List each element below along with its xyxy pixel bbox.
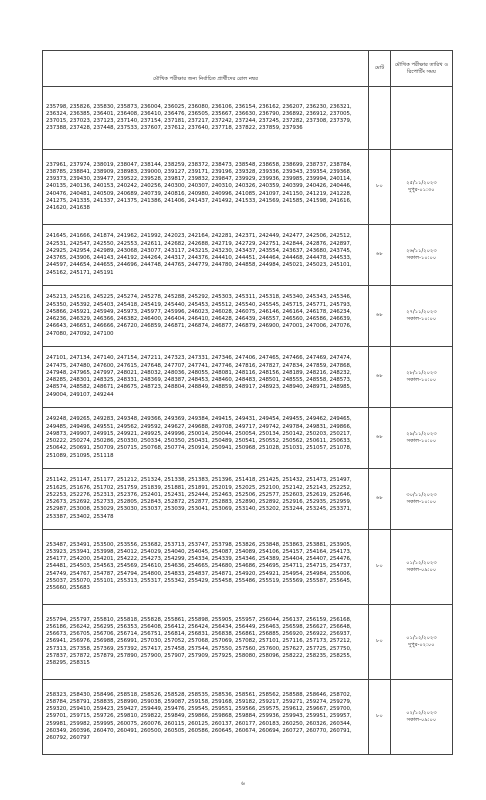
row-schedule (391, 605, 453, 680)
row-total: ৮০ (369, 530, 391, 605)
table-row (43, 530, 453, 605)
row-total: ৮০ (369, 680, 391, 755)
roll-list: 258323, 258430, 258496, 258518, 258526, 258528, 258535, 258536, 258561, 258562, 258588, 258646, 258702, 258784, 258791, 258835, 258990, 259038, 259087, 259158, 259168, 259182, 259217, 259271, 259274, 259279, 259320, 259410, 259423, 259427, 259449, 259476, 259545, 259551, 259566, 259575, 259612, 259667, 259700, 259701, 259715, 259726, 259810, 259822, 259849, 259866, 259868, 259884, 259936, 259943, 259951, 259957, 259981, 259982, 259995, 260075, 260076, 260115, 260125, 260137, 260177, 260183, 260250, 260326, 260344, 260349, 260396, 260470, 260491, 260500, 260505, 260586, 260645, 260674, 260694, 260727, 260770, 260791, 260792, 260797 (43, 680, 369, 755)
page-number: ৬ (241, 780, 245, 787)
table-row (43, 225, 453, 286)
roll-list: 255794, 255797, 255810, 255818, 255828, 255861, 255898, 255905, 255957, 256044, 256137, 256159, 256168, 256186, 256242, 256295, 256353, 256408, 256412, 256424, 256434, 256449, 256463, 256598, 256627, 256648, 256673, 256705, 256706, 256714, 256751, 256814, 256831, 256838, 256861, 256885, 256920, 256922, 256937, 256941, 256976, 256988, 256991, 257030, 257052, 257068, 257069, 257082, 257101, 257116, 257173, 257212, 257313, 257358, 257369, 257392, 257417, 257458, 257544, 257550, 257560, 257600, 257627, 257725, 257750, 257837, 257872, 257879, 257890, 257900, 257907, 257909, 257925, 258080, 258096, 258222, 258235, 258255, 258295, 258315 (43, 605, 369, 680)
reporting-time: দুপুর-০২:০০ (408, 642, 435, 648)
exam-date: ২৬/১১/২০২৩ (406, 248, 437, 254)
exam-date: ২৯/১১/২০২৩ (406, 431, 437, 437)
exam-date: ৩০/১১/২০২৩ (406, 492, 437, 498)
row-schedule (391, 680, 453, 755)
table-row (43, 408, 453, 469)
row-schedule (391, 286, 453, 347)
reporting-time: সকাল-১০:০০ (406, 438, 437, 444)
row-total: ৬৮ (369, 286, 391, 347)
roll-list: 249248, 249265, 249283, 249348, 249366, 249369, 249384, 249415, 249431, 249454, 249455, 249462, 249465, 249485, 249496, 249551, 249562, 249592, 249627, 249688, 249708, 249717, 249742, 249784, 249831, 249866, 249873, 249907, 249915, 249921, 249925, 249996, 250014, 250044, 250054, 250134, 250142, 250203, 250217, 250222, 250274, 250286, 250330, 250334, 250350, 250431, 250489, 250541, 250552, 250562, 250611, 250633, 250642, 250691, 250709, 250715, 250768, 250774, 250914, 250941, 250968, 251028, 251031, 251057, 251078, 251089, 251095, 251118 (43, 408, 369, 469)
exam-date: ০১/১২/২০২৩ (406, 635, 437, 641)
row-total: ৬৮ (369, 469, 391, 530)
reporting-time: দুপুর-০১:৩০ (408, 187, 435, 193)
table-row (43, 87, 453, 150)
table-row (43, 469, 453, 530)
table-row (43, 605, 453, 680)
row-total (369, 87, 391, 150)
row-schedule (391, 530, 453, 605)
row-schedule (391, 87, 453, 150)
exam-date: ২৮/১১/২০২৩ (406, 370, 437, 376)
row-total: ৬৮ (369, 408, 391, 469)
row-schedule (391, 408, 453, 469)
roll-list: 237961, 237974, 238019, 238047, 238144, 238259, 238372, 238473, 238548, 238658, 238699, 238737, 238784, 238785, 238841, 238909, 238983, 239000, 239127, 239171, 239196, 239328, 239336, 239343, 239354, 239368, 239373, 239430, 239477, 239522, 239528, 239817, 239832, 239847, 239929, 239936, 239985, 239994, 240114, 240135, 240136, 240153, 240242, 240256, 240300, 240307, 240310, 240326, 240359, 240399, 240426, 240446, 240476, 240481, 240509, 240689, 240739, 240816, 240980, 240996, 241085, 241097, 241150, 241219, 241228, 241275, 241335, 241337, 241375, 241386, 241406, 241437, 241492, 241533, 241569, 241585, 241598, 241616, 241620, 241638 (43, 150, 369, 225)
row-schedule (391, 469, 453, 530)
header-total: মোট (369, 51, 391, 87)
table-row (43, 150, 453, 225)
reporting-time: সকাল-০৯:০০ (406, 567, 437, 573)
roll-list: 251142, 251147, 251177, 251212, 251324, 251338, 251383, 251396, 251418, 251425, 251432, 251473, 251497, 251625, 251676, 251702, 251759, 251839, 251881, 251891, 252019, 252025, 252100, 252142, 252143, 252252, 252253, 252276, 252313, 252376, 252401, 252431, 252444, 252463, 252506, 252577, 252603, 252619, 252646, 252673, 252692, 252733, 252805, 252843, 252872, 252877, 252883, 252890, 252892, 252916, 252935, 252959, 252987, 253008, 253029, 253030, 253037, 253039, 253041, 253069, 253140, 253202, 253244, 253245, 253371, 253387, 253402, 253478 (43, 469, 369, 530)
row-total: ৮০ (369, 150, 391, 225)
table-row (43, 347, 453, 408)
reporting-time: সকাল-০৯:০০ (406, 717, 437, 723)
row-total: ৬৮ (369, 347, 391, 408)
roll-list: 253487, 253491, 253500, 253556, 253682, 253713, 253747, 253798, 253826, 253848, 253863, 253881, 253905, 253923, 253941, 253998, 254012, 254029, 254040, 254045, 254087, 254089, 254106, 254157, 254164, 254173, 254177, 254200, 254201, 254222, 254273, 254299, 254334, 254339, 254346, 254389, 254404, 254407, 254476, 254481, 254503, 254563, 254569, 254610, 254636, 254665, 254680, 254686, 254695, 254711, 254715, 254737, 254749, 254767, 254787, 254794, 254800, 254833, 254837, 254871, 254920, 254921, 254954, 254984, 255006, 255037, 255070, 255101, 255313, 255317, 255342, 255429, 255458, 255486, 255519, 255569, 255587, 255645, 255660, 255683 (43, 530, 369, 605)
row-schedule (391, 225, 453, 286)
reporting-time: সকাল-১০:০০ (406, 316, 437, 322)
reporting-time: সকাল-১০:০০ (406, 499, 437, 505)
row-total: ৮০ (369, 605, 391, 680)
row-schedule (391, 150, 453, 225)
reporting-time: সকাল-১০:০০ (406, 377, 437, 383)
exam-date: ০২/১২/২০২৩ (406, 710, 437, 716)
table-row (43, 680, 453, 755)
roll-table (42, 50, 453, 755)
exam-date: ০১/১২/২০২৩ (406, 560, 437, 566)
roll-list: 241645, 241666, 241874, 241962, 241992, 242023, 242164, 242281, 242371, 242449, 242477, 242506, 242512, 242531, 242547, 242550, 242553, 242611, 242682, 242688, 242719, 242729, 242751, 242844, 242876, 242897, 242925, 242954, 242989, 243068, 243077, 243117, 243215, 243230, 243437, 243554, 243637, 243680, 243745, 243765, 243906, 244143, 244192, 244264, 244317, 244376, 244410, 244451, 244464, 244468, 244478, 244533, 244597, 244654, 244655, 244696, 244748, 244765, 244779, 244780, 244858, 244984, 245021, 245023, 245101, 245162, 245171, 245191 (43, 225, 369, 286)
exam-date: ২৫/১১/২০২৩ (406, 180, 437, 186)
reporting-time: সকাল-১০:০০ (406, 255, 437, 261)
roll-list: 247101, 247134, 247140, 247154, 247211, 247323, 247331, 247346, 247406, 247465, 247466, 247469, 247474, 247475, 247480, 247600, 247615, 247648, 247707, 247741, 247746, 247816, 247827, 247834, 247859, 247868, 247948, 247965, 247997, 248021, 248032, 248036, 248055, 248081, 248116, 248156, 248189, 248216, 248232, 248285, 248301, 248325, 248331, 248369, 248387, 248453, 248460, 248483, 248501, 248555, 248558, 248573, 248574, 248582, 248671, 248675, 248723, 248804, 248849, 248859, 248917, 248923, 248940, 248971, 248985, 249004, 249107, 249244 (43, 347, 369, 408)
table-header-row (43, 51, 453, 87)
roll-list: 235798, 235826, 235830, 235873, 236004, 236025, 236080, 236106, 236154, 236162, 236207, 236230, 236321, 236324, 236385, 236401, 236408, 236410, 236476, 236505, 235667, 236630, 236790, 236892, 236912, 237005, 237015, 237023, 237123, 237140, 237154, 237181, 237217, 237242, 237244, 237245, 237282, 237308, 237379, 237388, 237428, 237448, 237533, 237607, 237612, 237640, 237718, 237822, 237859, 237936 (43, 87, 369, 150)
header-roll-numbers: মৌখিক পরীক্ষার জন্য নির্বাচিত প্রার্থীদের রোল নম্বর (43, 51, 369, 87)
table-row (43, 286, 453, 347)
roll-list: 245213, 245216, 245225, 245274, 245278, 245288, 245292, 245303, 245311, 245318, 245340, 245343, 245346, 245350, 245392, 245403, 245418, 245419, 245440, 245453, 245512, 245540, 245545, 245715, 245771, 245793, 245866, 245921, 245949, 245973, 245977, 245996, 246023, 246028, 246075, 246146, 246164, 246178, 246234, 246236, 246329, 246366, 246382, 246400, 246404, 246410, 246428, 246439, 246557, 246560, 246586, 246639, 246643, 246651, 246666, 246720, 246859, 246871, 246874, 246877, 246879, 246900, 247001, 247006, 247076, 247080, 247092, 247100 (43, 286, 369, 347)
row-total: ৬৮ (369, 225, 391, 286)
header-schedule: মৌখিক পরীক্ষার তারিখ ও রিপোর্টিং সময় (391, 51, 453, 87)
exam-date: ২৭/১১/২০২৩ (406, 309, 437, 315)
row-schedule (391, 347, 453, 408)
